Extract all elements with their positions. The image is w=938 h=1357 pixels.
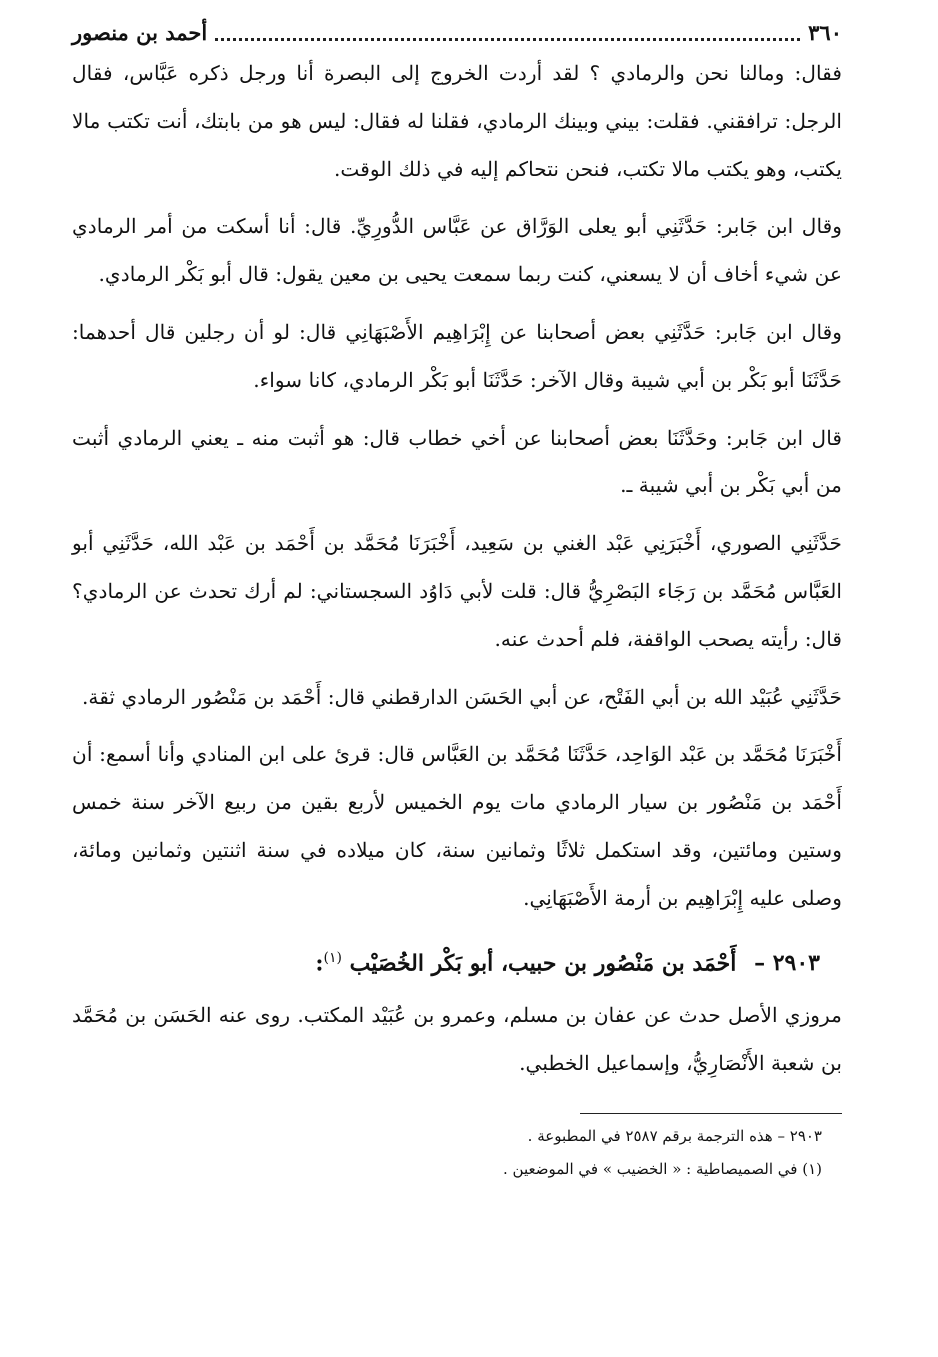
dotted-leader <box>215 24 800 41</box>
page-header <box>72 14 842 50</box>
running-head: أحمد بن منصور <box>72 19 208 45</box>
paragraph: حَدَّثَنِي الصوري، أَخْبَرَنِي عَبْد الغني بن سَعِيد، أَخْبَرَنَا مُحَمَّد بن أَحْمَد بن عَبْد الله، حَدَّثَنِي أبو العَبَّاس مُحَمَّد بن رَجَاء البَصْرِيُّ قال: قلت لأبي دَاوُد السجستاني: لم أرك تحدث عن الرمادي؟ قال: رأيته يصحب الواقفة، فلم أحدث عنه. <box>72 531 842 651</box>
footnote-divider <box>580 1113 842 1114</box>
paragraph: أَخْبَرَنَا مُحَمَّد بن عَبْد الوَاحِد، حَدَّثَنَا مُحَمَّد بن العَبَّاس قال: قرئ على ابن المنادي وأنا أسمع: أن أَحْمَد بن مَنْصُور بن سيار الرمادي مات يوم الخميس لأربع بقين من ربيع الآخر سنة خمس وستين ومائتين، وقد استكمل ثلاثًا وثمانين سنة، كان ميلاده في سنة اثنتين وثمانين ومائة، وصلى عليه إِبْرَاهِيم بن أرمة الأَصْبَهَانِي. <box>72 742 842 910</box>
paragraph: فقال: ومالنا نحن والرمادي ؟ لقد أردت الخروج إلى البصرة أنا ورجل ذكره عَبَّاس، فقال الرجل: ترافقني. فقلت: بيني وبينك الرمادي، فقلنا له فقال: ليس هو من بابتك، أنت تكتب مالا يكتب، وهو يكتب مالا تكتب، فنحن نتحاكم إليه في ذلك الوقت. <box>72 61 842 181</box>
page-number: ٣٦٠ <box>808 19 842 45</box>
footnote: ٢٩٠٣ – هذه الترجمة برقم ٢٥٨٧ في المطبوعة . <box>527 1127 822 1146</box>
entry-number: ٢٩٠٣ – <box>754 949 820 976</box>
footnotes <box>72 1120 842 1186</box>
paragraph: وقال ابن جَابر: حَدَّثَنِي أبو يعلى الوَرَّاق عن عَبَّاس الدُّورِيِّ. قال: أنا أسكت من أمر الرمادي عن شيء أخاف أن لا يسعني، كنت ربما سمعت يحيى بن معين يقول: قال أبو بَكْر الرمادي. <box>72 214 842 287</box>
paragraph: قال ابن جَابر: وحَدَّثَنَا بعض أصحابنا عن أخي خطاب قال: هو أثبت منه ـ يعني الرمادي أثبت من أبي بَكْر بن أبي شيبة ـ. <box>72 425 842 498</box>
body-text <box>72 50 842 1087</box>
entry-colon: : <box>315 949 324 976</box>
footnote: (١) في الصميصاطية : « الخضيب » في الموضعين . <box>503 1160 822 1179</box>
document-page <box>72 14 842 1186</box>
paragraph: وقال ابن جَابر: حَدَّثَنِي بعض أصحابنا عن إِبْرَاهِيم الأَصْبَهَانِي قال: لو أن رجلين قال أحدهما: حَدَّثَنَا أبو بَكْر بن أبي شيبة وقال الآخر: حَدَّثَنَا أبو بَكْر الرمادي، كانا سواء. <box>72 319 842 392</box>
entry-title: أَحْمَد بن مَنْصُور بن حبيب، أبو بَكْر الخُصَيْب <box>349 949 737 976</box>
footnote-ref: (١) <box>323 949 342 966</box>
paragraph: حَدَّثَنِي عُبَيْد الله بن أبي الفَتْح، عن أبي الحَسَن الدارقطني قال: أَحْمَد بن مَنْصُور الرمادي ثقة. <box>81 684 842 709</box>
entry-text: مروزي الأصل حدث عن عفان بن مسلم، وعمرو بن عُبَيْد المكتب. روى عنه الحَسَن بن مُحَمَّد بن شعبة الأَنْصَارِيُّ، وإسماعيل الخطبي. <box>72 1002 842 1075</box>
entry-heading <box>72 933 842 988</box>
